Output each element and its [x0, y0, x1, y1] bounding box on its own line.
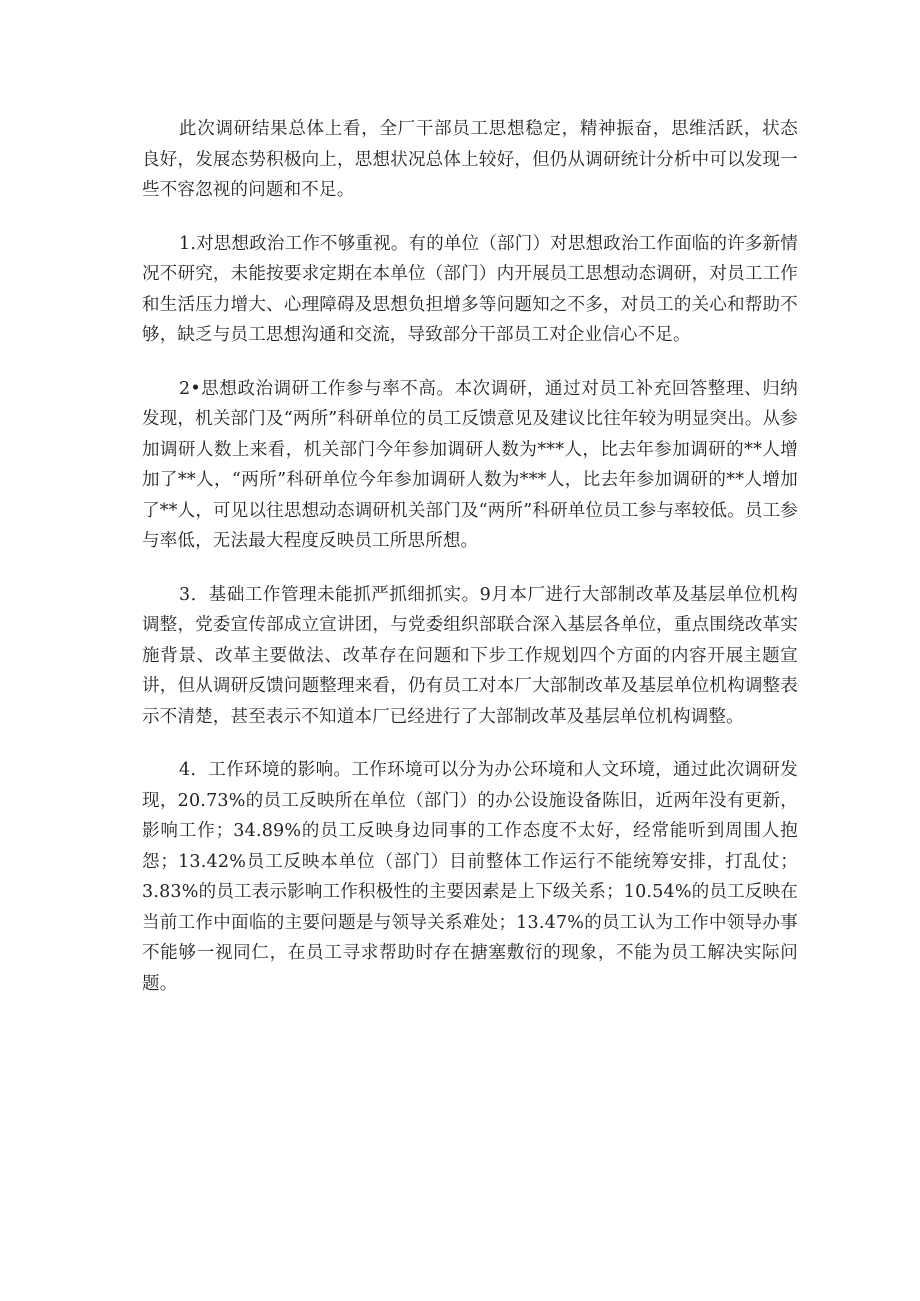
paragraph-issue-3: 3．基础工作管理未能抓严抓细抓实。9月本厂进行大部制改革及基层单位机构调整，党委宣传部成立宣讲团，与党委组织部联合深入基层各单位，重点围绕改革实施背景、改革主要做法、改革存在问题和下步工作规划四个方面的内容开展主题宣讲，但从调研反馈问题整理来看，仍有员工对本厂大部制改革及基层单位机构调整表示不清楚，甚至表示不知道本厂已经进行了大部制改革及基层单位机构调整。	[142, 584, 798, 727]
paragraph-issue-2: 2•思想政治调研工作参与率不高。本次调研，通过对员工补充回答整理、归纳发现，机关部门及“两所”科研单位的员工反馈意见及建议比往年较为明显突出。从参加调研人数上来看，机关部门今年参加调研人数为***人，比去年参加调研的**人增加了**人，“两所”科研单位今年参加调研人数为***人，比去年参加调研的**人增加了**人，可见以往思想动态调研机关部门及“两所”科研单位员工参与率较低。员工参与率低，无法最大程度反映员工所思所想。	[142, 378, 798, 551]
document-body	[142, 114, 798, 1022]
paragraph-summary: 此次调研结果总体上看，全厂干部员工思想稳定，精神振奋，思维活跃，状态良好，发展态势积极向上，思想状况总体上较好，但仍从调研统计分析中可以发现一些不容忽视的问题和不足。	[142, 119, 798, 200]
paragraph-issue-4: 4．工作环境的影响。工作环境可以分为办公环境和人文环境，通过此次调研发现，20.73%的员工反映所在单位（部门）的办公设施设备陈旧，近两年没有更新，影响工作；34.89%的员工反映身边同事的工作态度不太好，经常能听到周围人抱怨；13.42%员工反映本单位（部门）目前整体工作运行不能统筹安排，打乱仗；3.83%的员工表示影响工作积极性的主要因素是上下级关系；10.54%的员工反映在当前工作中面临的主要问题是与领导关系难处；13.47%的员工认为工作中领导办事不能够一视同仁，在员工寻求帮助时存在搪塞敷衍的现象，不能为员工解决实际问题。	[142, 760, 798, 994]
paragraph-issue-1: 1.对思想政治工作不够重视。有的单位（部门）对思想政治工作面临的许多新情况不研究，未能按要求定期在本单位（部门）内开展员工思想动态调研，对员工工作和生活压力增大、心理障碍及思想负担增多等问题知之不多，对员工的关心和帮助不够，缺乏与员工思想沟通和交流，导致部分干部员工对企业信心不足。	[142, 233, 798, 345]
